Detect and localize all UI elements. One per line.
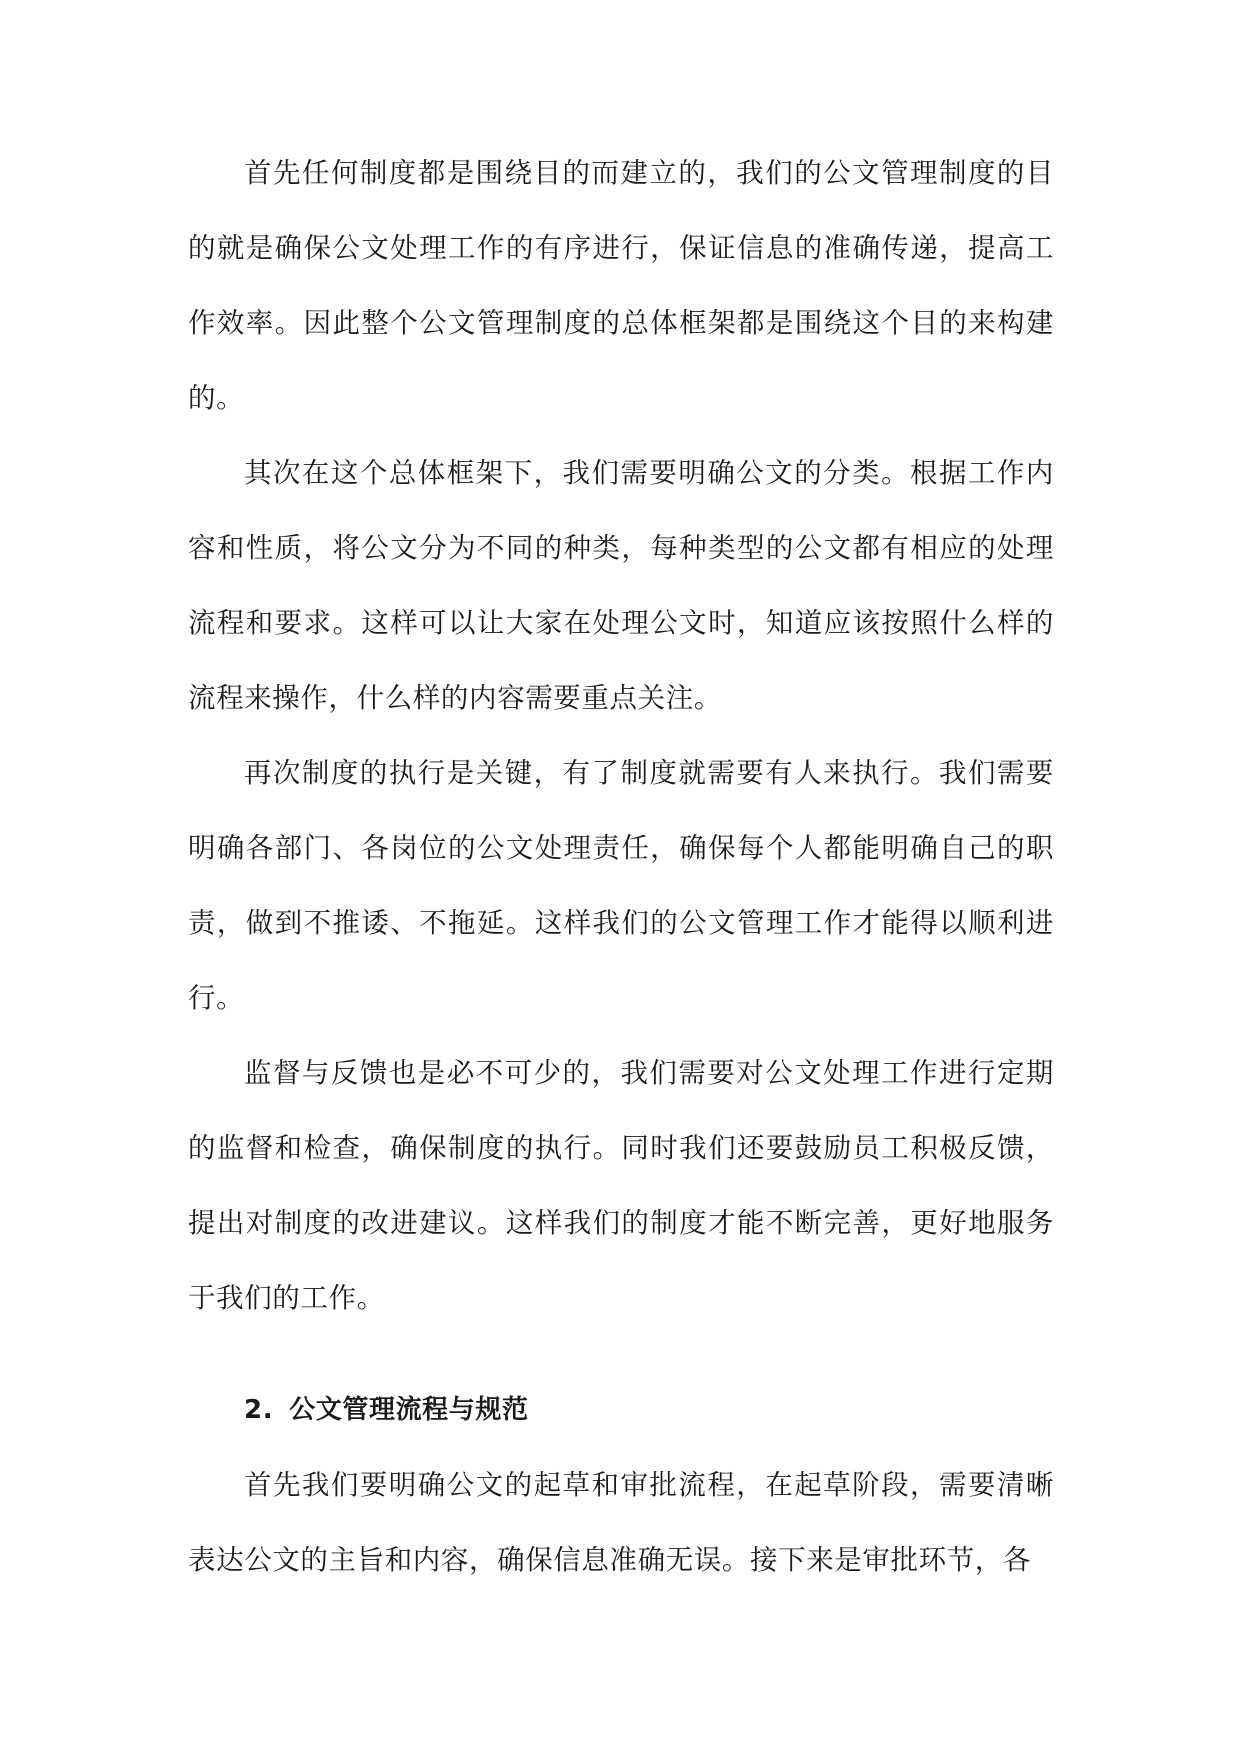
section-title: 公文管理流程与规范 — [289, 1395, 529, 1425]
section-heading — [188, 1373, 1054, 1448]
paragraph-supervision: 监督与反馈也是必不可少的，我们需要对公文处理工作进行定期的监督和检查，确保制度的执行。同时我们还要鼓励员工积极反馈，提出对制度的改进建议。这样我们的制度才能不断完善，更好地服务于我们的工作。 — [188, 1057, 1054, 1314]
section-number: 2. — [244, 1395, 274, 1425]
document-body — [188, 136, 1054, 1598]
paragraph-drafting-approval: 首先我们要明确公文的起草和审批流程，在起草阶段，需要清晰表达公文的主旨和内容，确保信息准确无误。接下来是审批环节，各 — [188, 1469, 1054, 1576]
paragraph-classification: 其次在这个总体框架下，我们需要明确公文的分类。根据工作内容和性质，将公文分为不同的种类，每种类型的公文都有相应的处理流程和要求。这样可以让大家在处理公文时，知道应该按照什么样的流程来操作，什么样的内容需要重点关注。 — [188, 457, 1054, 714]
paragraph-execution: 再次制度的执行是关键，有了制度就需要有人来执行。我们需要明确各部门、各岗位的公文处理责任，确保每个人都能明确自己的职责，做到不推诿、不拖延。这样我们的公文管理工作才能得以顺利进行。 — [188, 757, 1054, 1014]
paragraph-purpose: 首先任何制度都是围绕目的而建立的，我们的公文管理制度的目的就是确保公文处理工作的有序进行，保证信息的准确传递，提高工作效率。因此整个公文管理制度的总体框架都是围绕这个目的来构建的。 — [188, 157, 1054, 414]
